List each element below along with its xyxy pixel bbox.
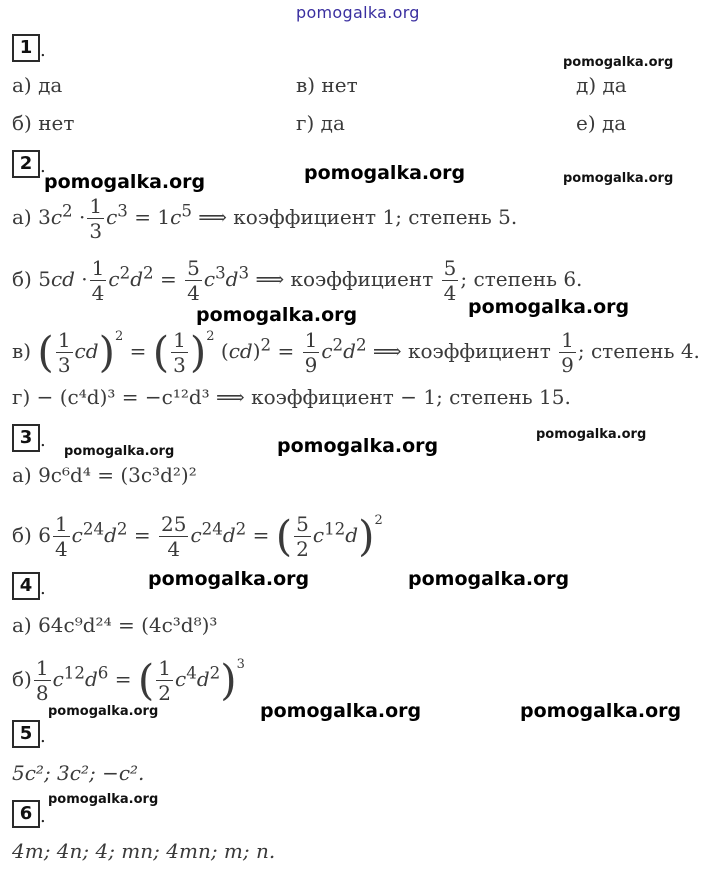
equation-3a: а) 9c⁶d⁴ = (3c³d²)² [12,463,197,487]
task-number-dot: . [40,156,46,177]
task-number-3: 3 [12,424,40,452]
watermark: pomogalka.org [48,704,159,719]
equation-2b: б) 5cd · $\frac{1}{4}$ $c^2d^2$ = $\frac{5}{4}$ $c^3d^3$ ⟹ коэффициент $\frac{5}{4}$ ; степень 6. [12,256,583,305]
equation-2v: в) ( $\frac{1}{3}$ cd)$^2$ = ( $\frac{1}{3}$ )$^2$ (cd)$^2$ = $\frac{1}{9}$ $c^2d^2$ ⟹ коэффициент $\frac{1}{9}$ ; степень 4. [12,327,700,377]
equation-2a: а) $3c^2$ · $\frac{1}{3}$ $c^3 = 1c^5$ ⟹ коэффициент 1; степень 5. [12,194,518,243]
watermark: pomogalka.org [408,568,570,590]
answer-5: 5c²; 3c²; −c². [12,761,145,785]
task-number-2: 2 [12,150,40,178]
answer-6: 4m; 4n; 4; mn; 4mn; m; n. [12,839,276,863]
task-number-1: 1 [12,34,40,62]
task-number-dot: . [40,726,46,747]
answer-b: б) нет [12,111,75,135]
task-number-5: 5 [12,720,40,748]
watermark: pomogalka.org [468,296,630,318]
equation-3b: б) 6 $\frac{1}{4}$ $c^{24}d^2$ = $\frac{25}{4}$ $c^{24}d^2$ = ( $\frac{5}{2}$ $c^{12}d)^2$ [12,511,383,561]
watermark: pomogalka.org [563,171,674,186]
watermark: pomogalka.org [520,700,682,722]
watermark: pomogalka.org [48,792,159,807]
equation-2g: г) − (c⁴d)³ = −c¹²d³ ⟹ коэффициент − 1; степень 15. [12,385,571,409]
watermark: pomogalka.org [304,162,466,184]
watermark: pomogalka.org [277,435,439,457]
answer-a: а) да [12,73,63,97]
answer-g: г) да [296,111,345,135]
watermark: pomogalka.org [260,700,422,722]
watermark: pomogalka.org [563,55,674,70]
watermark: pomogalka.org [196,304,358,326]
equation-4b: б) $\frac{1}{8}$ $c^{12}d^6$ = ( $\frac{1}{2}$ $c^4d^2)^3$ [12,655,245,705]
task-number-6: 6 [12,800,40,828]
task-number-dot: . [40,578,46,599]
site-header-watermark: pomogalka.org [296,3,420,22]
answer-e: е) да [576,111,627,135]
watermark: pomogalka.org [44,171,206,193]
watermark: pomogalka.org [536,427,647,442]
task-number-dot: . [40,806,46,827]
task-number-dot: . [40,40,46,61]
task-number-4: 4 [12,572,40,600]
answer-d: д) да [576,73,627,97]
equation-4a: а) 64c⁹d²⁴ = (4c³d⁸)³ [12,613,218,637]
answer-v: в) нет [296,73,358,97]
watermark: pomogalka.org [148,568,310,590]
watermark: pomogalka.org [64,444,175,459]
task-number-dot: . [40,430,46,451]
